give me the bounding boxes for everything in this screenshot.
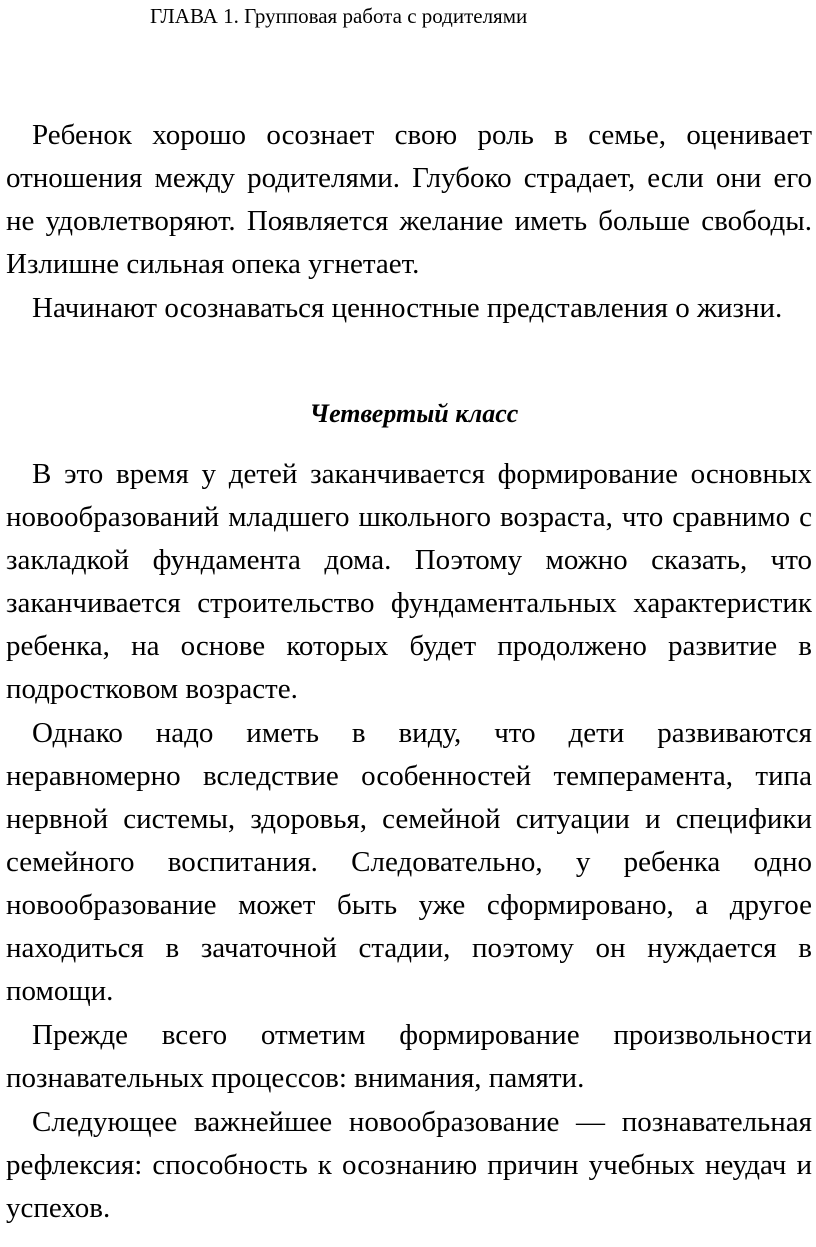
page-content bbox=[6, 114, 812, 1231]
paragraph-4: Однако надо иметь в виду, что дети развиваются неравномерно вследствие особенностей темперамента, типа нервной системы, здоровья, семейной ситуации и специфики семейного воспитания. Следовательно, у ребенка одно новообразование может быть уже сформировано, а другое находиться в зачаточной стадии, поэтому он нуждается в помощи. bbox=[6, 717, 812, 1007]
paragraph-3: В это время у детей заканчивается формирование основных новообразований младшего школьного возраста, что сравнимо с закладкой фундамента дома. Поэтому можно сказать, что заканчивается строительство фундаментальных характеристик ребенка, на основе которых будет продолжено развитие в подростковом возрасте. bbox=[6, 458, 812, 705]
paragraph-5: Прежде всего отметим формирование произвольности познавательных процессов: внимания, памяти. bbox=[6, 1019, 812, 1094]
paragraph-6: Следующее важнейшее новообразование — познавательная рефлексия: способность к осознанию причин учебных неудач и успехов. bbox=[6, 1106, 812, 1224]
chapter-header: ГЛАВА 1. Групповая работа с родителями bbox=[150, 4, 528, 28]
paragraph-1: Ребенок хорошо осознает свою роль в семье, оценивает отношения между родителями. Глубоко страдает, если они его не удовлетворяют. Появляется желание иметь больше свободы. Излишне сильная опека угнетает. bbox=[6, 119, 812, 280]
paragraph-2: Начинают осознаваться ценностные представления о жизни. bbox=[32, 292, 783, 324]
section-title: Четвертый класс bbox=[309, 399, 519, 428]
